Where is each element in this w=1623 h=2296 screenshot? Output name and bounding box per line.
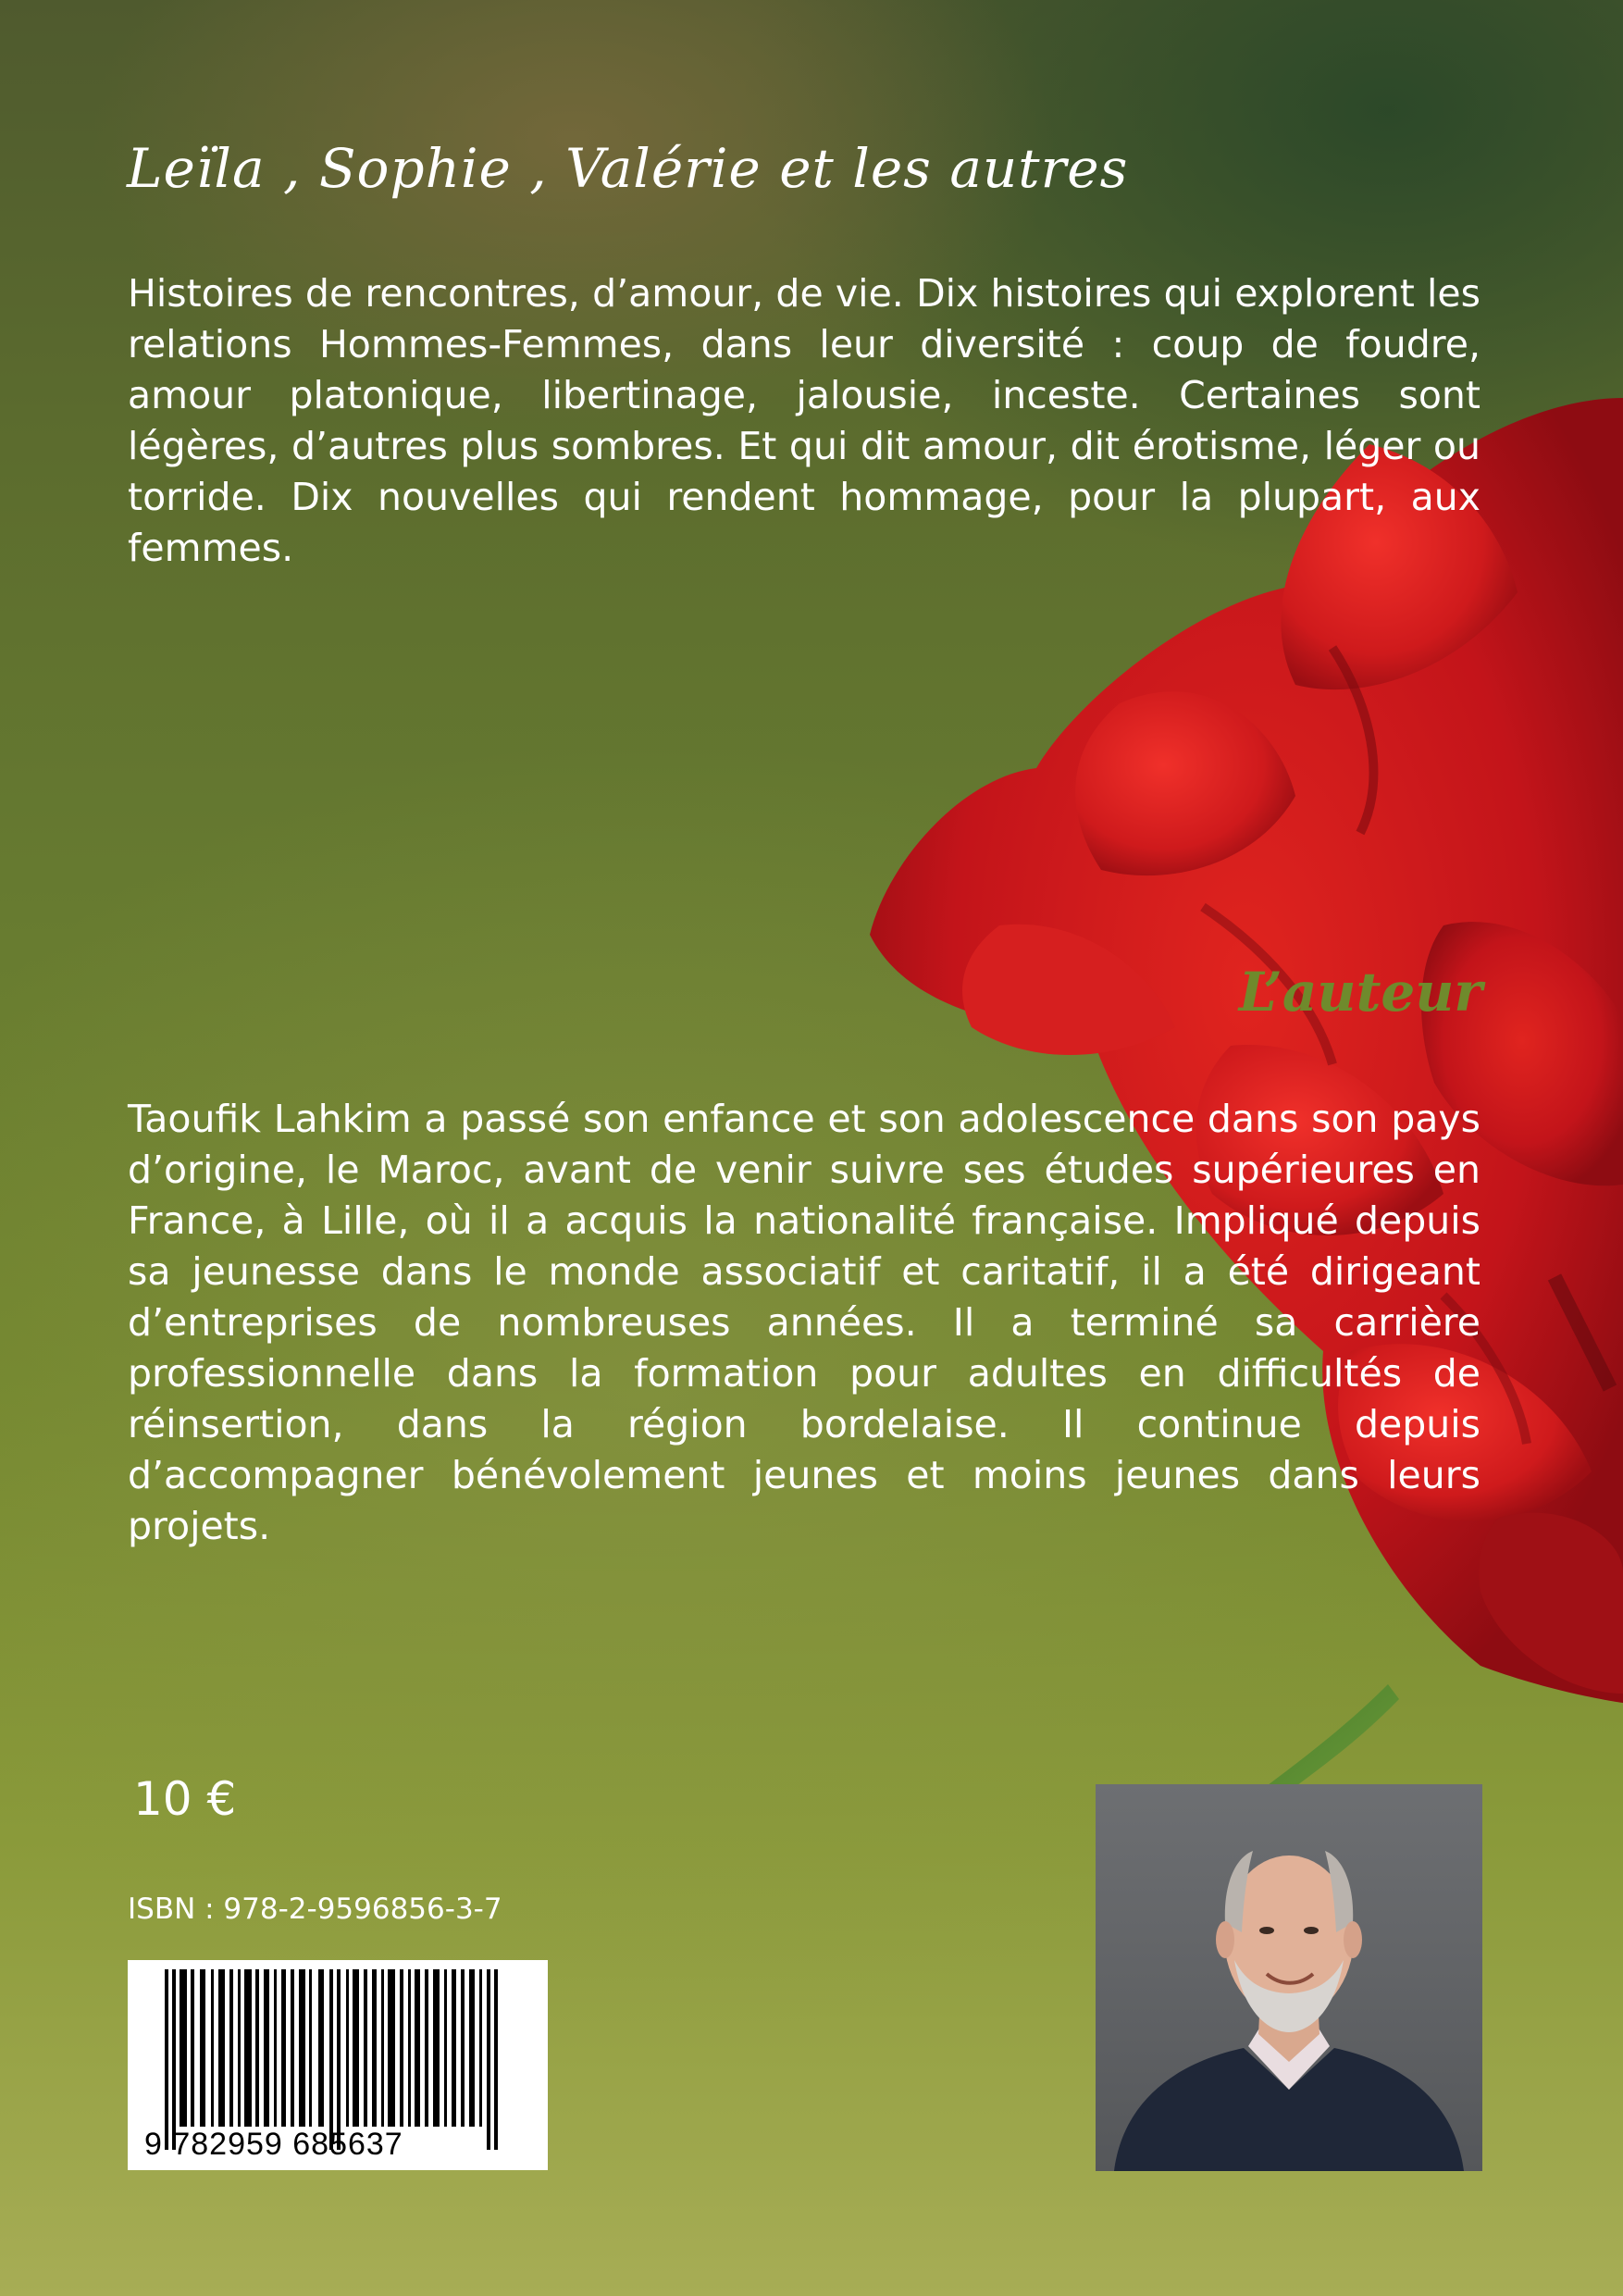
author-photo — [1096, 1784, 1482, 2171]
barcode — [128, 1960, 548, 2170]
author-bio: Taoufik Lahkim a passé son enfance et son adolescence dans son pays d’origine, le Maroc, avant de venir suivre ses études supérieures en France, à Lille, où il a acquis la nationalité française. Impliqué depuis sa jeunesse dans le monde associatif et caritatif, il a été dirigeant d’entreprises de nombreuses années. Il a terminé sa carrière professionnelle dans la formation pour adultes en difficultés de réinsertion, dans la région bordelaise. Il continue depuis d’accompagner bénévolement jeunes et moins jeunes dans leurs projets. — [128, 1097, 1481, 1548]
author-heading: L’auteur — [1238, 961, 1482, 1024]
price-label: 10 € — [133, 1772, 237, 1826]
book-title: Leïla , Sophie , Valérie et les autres — [127, 137, 1129, 200]
author-portrait-icon — [1096, 1784, 1482, 2171]
synopsis-text: Histoires de rencontres, d’amour, de vie. Dix histoires qui explorent les relations Hommes-Femmes, dans leur diversité : coup de foudre, amour platonique, libertinage, jalousie, inceste. Certaines sont légères, d’autres plus sombres. Et qui dit amour, dit érotisme, léger ou torride. Dix nouvelles qui rendent hommage, pour la plupart, aux femmes. — [128, 271, 1481, 570]
isbn-label: ISBN : 978-2-9596856-3-7 — [128, 1893, 502, 1926]
barcode-digits: 9 782959 685637 — [144, 2127, 403, 2162]
